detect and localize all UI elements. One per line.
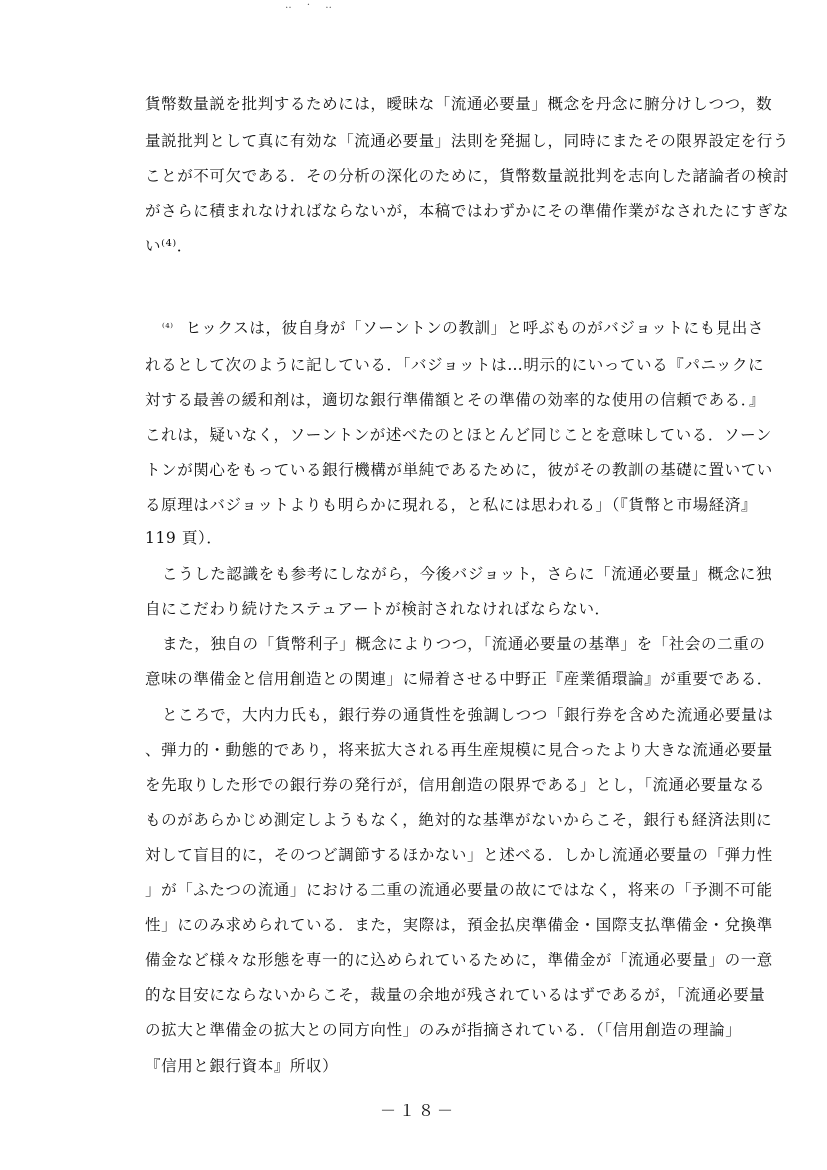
footnote-line: 的な目安にならないからこそ，裁量の余地が残されているはずであるが，「流通必要量 — [145, 986, 766, 1004]
footnote-line: の拡大と準備金の拡大との同方向性」のみが指摘されている．（「信用創造の理論」 — [145, 1021, 742, 1039]
footnote-line: を先取りした形での銀行券の発行が，信用創造の限界である」とし，「流通必要量なる — [145, 776, 766, 794]
main-paragraph-line: 貨幣数量説を批判するためには，曖昧な「流通必要量」概念を丹念に腑分けしつつ，数 — [145, 95, 773, 113]
footnote-line: 性」にのみ求められている．また，実際は，預金払戻準備金・国際支払準備金・兌換準 — [145, 916, 773, 934]
footnote-line: これは，疑いなく，ソーントンが述べたのとほとんど同じことを意味している．ソーン — [145, 426, 772, 444]
page-number: －１８－ — [380, 1101, 457, 1120]
footnote-line: こうした認識をも参考にしながら，今後バジョット，さらに「流通必要量」概念に独 — [162, 565, 773, 583]
main-paragraph-line: 量説批判として真に有効な「流通必要量」法則を発掘し，同時にまたその限界設定を行う — [145, 132, 790, 150]
footnote-line: ものがあらかじめ測定しようもなく，絶対的な基準がないからこそ，銀行も経済法則に — [145, 811, 773, 829]
footnote-line: 119 頁）． — [145, 529, 223, 547]
footnote-line: れるとして次のように記している．「バジョットは…明示的にいっている『パニックに — [145, 356, 765, 374]
footnote-line: ところで，大内力氏も，銀行券の通貨性を強調しつつ「銀行券を含めた流通必要量は — [162, 706, 774, 724]
footnote-text: ヒックスは，彼自身が「ソーントンの教訓」と呼ぶものがバジョットにも見出さ — [185, 319, 764, 337]
footnote-line: 対する最善の緩和剤は，適切な銀行準備額とその準備の効率的な使用の信頼である．』 — [145, 391, 766, 409]
footnote-line: 自にこだわり続けたステュアートが検討されなければならない． — [145, 600, 611, 618]
footnote-marker: ⁽⁴⁾ — [162, 321, 174, 334]
footnote-first-line — [162, 318, 764, 338]
main-paragraph-line: い⁽⁴⁾． — [145, 237, 193, 255]
footnote-line: る原理はバジョットよりも明らかに現れる，と私には思われる」（『貨幣と市場経済』 — [145, 496, 758, 514]
main-paragraph-line: ことが不可欠である．その分析の深化のために，貨幣数量説批判を志向した諸論者の検討 — [145, 167, 790, 185]
footnote-line: 対して盲目的に，そのつど調節するほかない」と述べる．しかし流通必要量の「弾力性 — [145, 846, 773, 864]
footnote-line: また，独自の「貨幣利子」概念によりつつ，「流通必要量の基準」を「社会の二重の — [162, 635, 766, 653]
footnote-line: 備金など様々な形態を専一的に込められているために，準備金が「流通必要量」の一意 — [145, 951, 773, 969]
footnote-line: 、弾力的・動態的であり，将来拡大される再生産規模に見合ったより大きな流通必要量 — [145, 741, 773, 759]
footnote-line: トンが関心をもっている銀行機構が単純であるために，彼がその教訓の基礎に置いてい — [145, 461, 773, 479]
main-paragraph-line: がさらに積まれなければならないが，本稿ではわずかにその準備作業がなされたにすぎな — [145, 202, 790, 220]
footnote-line: 意味の準備金と信用創造との関連」に帰着させる中野正『産業循環論』が重要である． — [145, 670, 773, 688]
footnote-line: 」が「ふたつの流通」における二重の流通必要量の故にではなく，将来の「予測不可能 — [145, 881, 773, 899]
footnote-line: 『信用と銀行資本』所収） — [145, 1057, 339, 1075]
header-mark: ‥ · ‥ — [285, 0, 338, 11]
